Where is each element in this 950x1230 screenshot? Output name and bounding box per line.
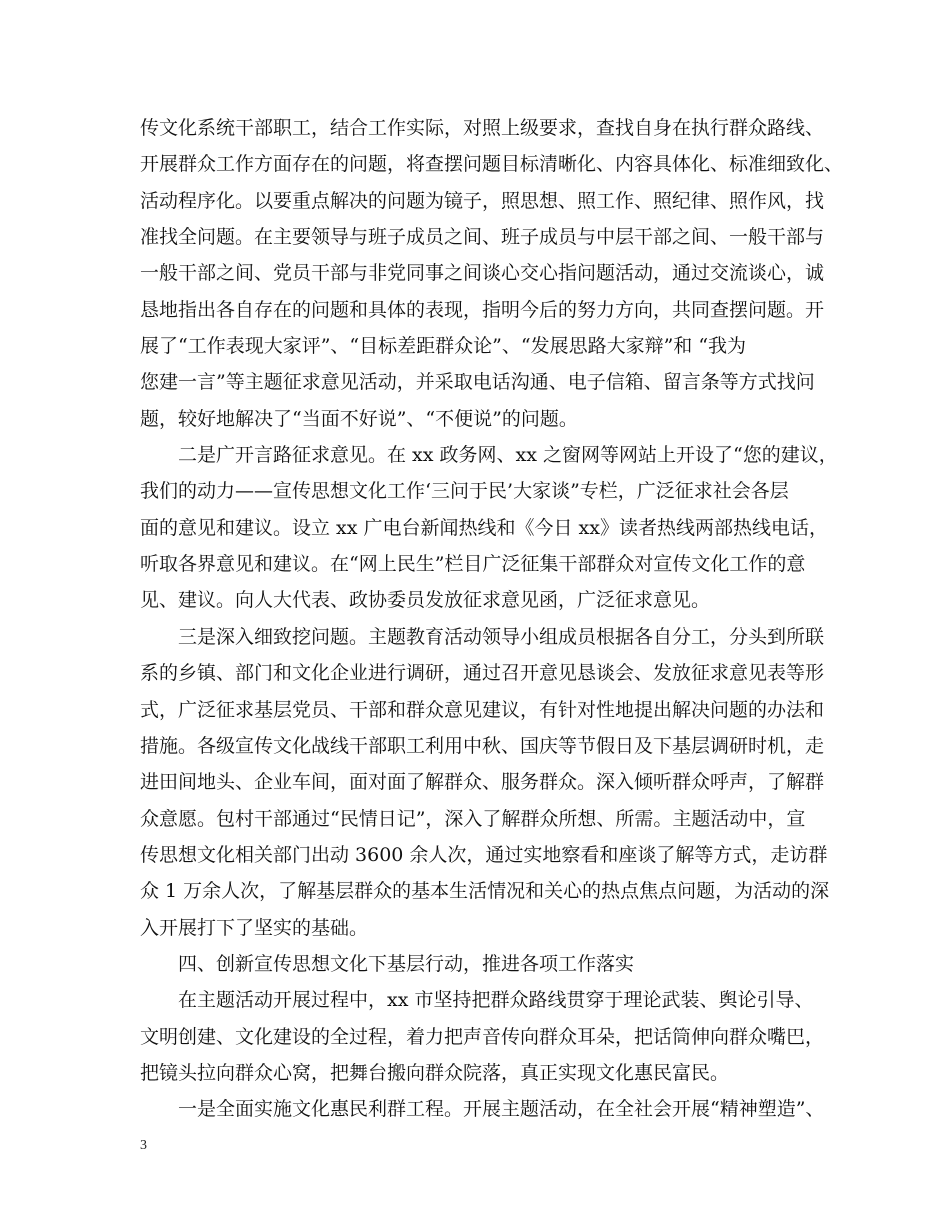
paragraph-start-line: 在主题活动开展过程中，xx 市坚持把群众路线贯穿于理论武装、舆论引导、 <box>178 989 814 1012</box>
text-line: 见、建议。向人大代表、政协委员发放征求意见函，广泛征求意见。 <box>140 589 711 612</box>
text-line: 开展群众工作方面存在的问题，将查摆问题目标清晰化、内容具体化、标准细致化、 <box>140 153 844 176</box>
text-line: 众 1 万余人次，了解基层群众的基本生活情况和关心的热点焦点问题，为活动的深 <box>140 880 830 903</box>
text-line: 把镜头拉向群众心窝，把舞台搬向群众院落，真正实现文化惠民富民。 <box>140 1061 730 1084</box>
text-line: 活动程序化。以要重点解决的问题为镜子，照思想、照工作、照纪律、照作风，找 <box>140 189 825 212</box>
paragraph-start-line: 二是广开言路征求意见。在 xx 政务网、xx 之窗网等网站上开设了“您的建议， <box>178 444 838 467</box>
text-line: 准找全问题。在主要领导与班子成员之间、班子成员与中层干部之间、一般干部与 <box>140 226 825 249</box>
text-line: 文明创建、文化建设的全过程，着力把声音传向群众耳朵，把话筒伸向群众嘴巴， <box>140 1025 825 1048</box>
text-line: 传文化系统干部职工，结合工作实际，对照上级要求，查找自身在执行群众路线、 <box>140 117 825 139</box>
text-line: 措施。各级宣传文化战线干部职工利用中秋、国庆等节假日及下基层调研时机，走 <box>140 734 825 757</box>
document-body <box>140 110 844 1128</box>
text-line: 恳地指出各自存在的问题和具体的表现，指明今后的努力方向，共同查摆问题。开 <box>140 298 825 321</box>
text-line: 一般干部之间、党员干部与非党同事之间谈心交心指问题活动，通过交流谈心，诚 <box>140 262 825 285</box>
section-heading: 四、创新宣传思想文化下基层行动，推进各项工作落实 <box>178 952 635 975</box>
paragraph-start-line: 三是深入细致挖问题。主题教育活动领导小组成员根据各自分工，分头到所联 <box>178 625 825 648</box>
text-line: 我们的动力——宣传思想文化工作‘三问于民’大家谈”专栏，广泛征求社会各层 <box>140 480 789 503</box>
text-line: 传思想文化相关部门出动 3600 余人次，通过实地察看和座谈了解等方式，走访群 <box>140 843 828 866</box>
text-line: 题，较好地解决了“当面不好说”、“不便说”的问题。 <box>140 407 578 430</box>
text-line: 展了“工作表现大家评”、“目标差距群众论”、“发展思路大家辩”和 “我为 <box>140 335 747 358</box>
text-line: 进田间地头、企业车间，面对面了解群众、服务群众。深入倾听群众呼声，了解群 <box>140 771 825 794</box>
text-line: 入开展打下了坚实的基础。 <box>140 916 369 939</box>
text-line: 系的乡镇、部门和文化企业进行调研，通过召开意见恳谈会、发放征求意见表等形 <box>140 662 825 685</box>
paragraph-start-line: 一是全面实施文化惠民利群工程。开展主题活动，在全社会开展“精神塑造”、 <box>178 1098 825 1121</box>
text-line: 面的意见和建议。设立 xx 广电台新闻热线和《今日 xx》读者热线两部热线电话， <box>140 516 828 539</box>
text-line: 式，广泛征求基层党员、干部和群众意见建议，有针对性地提出解决问题的办法和 <box>140 698 825 721</box>
page-number: 3 <box>140 1138 147 1153</box>
text-line: 众意愿。包村干部通过“民情日记”，深入了解群众所想、所需。主题活动中，宣 <box>140 807 806 830</box>
text-line: 您建一言”等主题征求意见活动，并采取电话沟通、电子信箱、留言条等方式找问 <box>140 371 815 394</box>
text-line: 听取各界意见和建议。在“网上民生”栏目广泛征集干部群众对宣传文化工作的意 <box>140 553 806 576</box>
